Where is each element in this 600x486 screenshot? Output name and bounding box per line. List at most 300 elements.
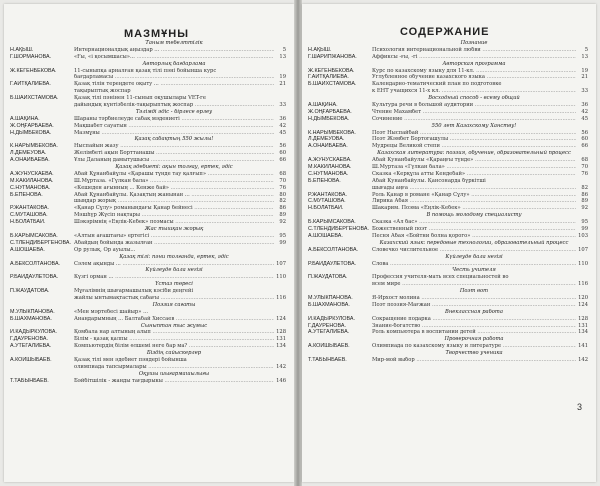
toc-section-heading [4, 136, 294, 143]
toc-page-number: 82 [279, 198, 286, 205]
toc-entry [302, 281, 596, 288]
toc-section-heading [302, 350, 596, 357]
toc-title: Мазмұны ..... [74, 130, 274, 137]
toc-author: Б.ШАЙХСТАМОВА. [308, 81, 357, 88]
toc-entry [4, 81, 294, 88]
toc-page-number: 131 [578, 322, 588, 329]
toc-entry [4, 336, 294, 343]
toc-title: Мұғалімнің шығармашылық кәсіби деңгейі [74, 288, 194, 295]
toc-page-number: 80 [279, 191, 286, 198]
toc-entry [4, 233, 294, 240]
toc-title: шығады аңға ..... [372, 185, 576, 192]
toc-title: Божественный поэт ..... [372, 226, 576, 233]
toc-title: Анаңдарымның ... Балтабай Хиссаев ..... [74, 316, 274, 323]
toc-title: Психология интернациональной любви ..... [372, 47, 576, 54]
toc-entry [302, 47, 596, 54]
toc-entry [4, 123, 294, 130]
toc-entry [302, 198, 596, 205]
toc-author: Г.ШОРМАНОВА. [10, 53, 52, 60]
section-title: Авторская программа [442, 60, 506, 67]
toc-author: А.ОНАЙБАЕВА. [10, 157, 50, 164]
toc-author: А.ШОШАЕВА. [10, 246, 45, 253]
section-title: Казахский язык: передовые технологии, образовательный процесс [379, 239, 569, 246]
toc-author: Н.ДЫМБЕКОВА. [10, 129, 52, 136]
toc-author: Т.ТАБЫНБАЕВ. [10, 377, 49, 384]
toc-title: Мир-мой выбор ..... [372, 357, 576, 364]
toc-entry [302, 74, 596, 81]
toc-title: Абайдың бойында жазылған ..... [74, 240, 274, 247]
section-title: Біздің сайыскерлер [146, 350, 202, 357]
toc-page-number: 116 [276, 294, 286, 301]
toc-entry [4, 150, 294, 157]
toc-entry [4, 157, 294, 164]
toc-entry [4, 185, 294, 192]
toc-author: Г.АЙТҚАЛИЕВА. [308, 74, 349, 81]
right-entries-list [302, 40, 596, 364]
toc-title: Абай Кунанбайулы. Қансонарда бүркітші [372, 177, 486, 184]
toc-entry [4, 88, 294, 95]
toc-section-heading [4, 371, 294, 378]
toc-section-heading [302, 336, 596, 343]
toc-author: Р.БАЙДАУЛЕТОВА. [308, 260, 357, 267]
toc-title: Словечко числительное ..... [372, 247, 576, 254]
toc-entry [302, 185, 596, 192]
section-title: Казахская литература: поэзия, обучение, образовательный процесс [377, 150, 571, 157]
toc-title: бағдарламасы ..... [74, 74, 274, 81]
toc-title: Шараны тәрбиелеуде сабақ мәдениеті ..... [74, 116, 274, 123]
toc-title: Абай Құнанбайұлы «Қарашы түнде тау қалғып» ..... [74, 171, 274, 178]
toc-section-heading [4, 164, 294, 171]
toc-page-number: 134 [276, 343, 286, 350]
toc-page-number: 92 [581, 205, 588, 212]
toc-author: Б.ЕПЕНОВА. [10, 191, 43, 198]
toc-title: жайлы ынтымақтастық сабағы ..... [74, 295, 274, 302]
toc-title: Слова ..... [372, 261, 576, 268]
toc-author: Б.ШАХМАНОВА. [308, 301, 350, 308]
toc-author: Р.БАЙДАУЛЕТОВА. [10, 274, 59, 281]
toc-entry [4, 54, 294, 61]
toc-page-number: 128 [578, 315, 588, 322]
toc-author: С.МУТАШОВА. [10, 212, 48, 219]
toc-title: Курс по казахскому языку для 11-кл. ..... [372, 68, 576, 75]
toc-entry [4, 288, 294, 295]
toc-entry [302, 164, 596, 171]
toc-author: И.КАДЫРКУЛОВА. [308, 315, 355, 322]
section-title: Үстаз төресі [155, 281, 193, 288]
toc-page-number: 142 [578, 356, 588, 363]
toc-page-number: 107 [276, 260, 286, 267]
toc-title: Интернационалдық аңыздар ... ..... [74, 47, 274, 54]
toc-page-number: 19 [581, 67, 588, 74]
toc-author: Б.КАРЫМСАКОВА. [308, 219, 356, 226]
toc-entry [4, 240, 294, 247]
toc-section-heading [302, 123, 596, 130]
toc-page-number: 45 [581, 115, 588, 122]
toc-author: С.НУГМАНОВА. [308, 170, 349, 177]
toc-title: Сказка «Керқұла атты Кендебай» ..... [372, 171, 576, 178]
toc-title: Қомбала нар алтының алып ..... [74, 329, 274, 336]
toc-author: Л.ДЕМЕУОВА. [308, 136, 345, 143]
toc-entry [4, 295, 294, 302]
toc-title: всем мире ..... [372, 281, 576, 288]
toc-section-heading [4, 226, 294, 233]
toc-page-number: 103 [578, 232, 588, 239]
toc-page-number: 70 [581, 164, 588, 171]
toc-section-heading [4, 302, 294, 309]
toc-title: Чтение Махамбет ..... [372, 109, 576, 116]
toc-title: Аффиксы -ғы, -гі ..... [372, 54, 576, 61]
toc-title: Поэт Ныспайбай ..... [372, 130, 576, 137]
toc-author: А.ОНАЙБАЕВА. [308, 143, 348, 150]
toc-page-number: 89 [581, 198, 588, 205]
toc-title: Абай Кунанбайулы «Қараңғы түнде» ..... [372, 157, 576, 164]
toc-entry [4, 74, 294, 81]
toc-page-number: 146 [276, 377, 286, 384]
toc-author: П.ЖАУДАТОВА. [10, 288, 50, 295]
toc-entry [302, 171, 596, 178]
toc-author: С.ТЛЕНДИБЕРГЕНОВА. [10, 239, 71, 246]
toc-author: Н.ДЫМБЕКОВА. [308, 115, 350, 122]
toc-page-number: 141 [578, 343, 588, 350]
toc-entry [302, 323, 596, 330]
toc-author: А.УТЕГАЛИЕВА. [308, 329, 350, 336]
section-title: В помощь молодому специалисту [426, 212, 522, 219]
toc-title: Бәйбітшілік - жанды тағдырыкы ..... [74, 378, 274, 385]
toc-title: Лирика Абая ..... [372, 198, 576, 205]
section-title: Творчество ученика [445, 350, 503, 357]
toc-section-heading [4, 323, 294, 330]
toc-section-heading [302, 40, 596, 47]
toc-title: Я-Ирхост молина ..... [372, 295, 576, 302]
toc-title: шыңдар жорық ..... [74, 198, 274, 205]
toc-entry [4, 212, 294, 219]
toc-page-number: 99 [581, 226, 588, 233]
toc-entry [4, 378, 294, 385]
toc-title: Мақшабет сауатын ..... [74, 123, 274, 130]
toc-page-number: 21 [581, 74, 588, 81]
toc-entry [4, 143, 294, 150]
toc-entry [302, 219, 596, 226]
toc-entry [4, 357, 294, 364]
section-title: 550 лет Казахскому Ханству! [431, 122, 517, 129]
section-title: Внеклассная работа [445, 308, 503, 315]
toc-title: Білім - қазақ қалпы ..... [74, 336, 274, 343]
toc-page-number: 76 [581, 170, 588, 177]
toc-section-heading [4, 254, 294, 261]
toc-page-number: 68 [279, 170, 286, 177]
toc-author: Р.ЖАНТАКОВА. [10, 205, 50, 212]
toc-entry [4, 219, 294, 226]
toc-entry [302, 261, 596, 268]
toc-entry [4, 130, 294, 137]
toc-page-number: 13 [279, 53, 286, 60]
toc-title: «Қанар Сұлу» романындағы Қанар бейнесі ..... [74, 205, 274, 212]
section-title: Күйлеуде бала негізі [145, 267, 203, 274]
toc-title: Ұлы Даланың дамытушысы ..... [74, 157, 274, 164]
section-title: Қазақ сабақтың 550 жылы! [134, 136, 214, 143]
toc-page-number: 5 [282, 46, 286, 53]
toc-author: Ж.КЕГЕНБЕКОВА. [10, 67, 57, 74]
toc-entry [302, 316, 596, 323]
toc-title: Компьютердің білім өлшемі неге бар ма? ..... [74, 343, 274, 350]
toc-entry [302, 295, 596, 302]
toc-entry [4, 47, 294, 54]
toc-page-number: 68 [581, 157, 588, 164]
toc-entry [302, 357, 596, 364]
toc-entry [4, 247, 294, 254]
toc-author: Н.БОЛАТБАЙ. [10, 219, 46, 226]
toc-author: К.НАРЫМБЕКОВА. [10, 143, 58, 150]
toc-author: П.ЖАУДАТОВА. [308, 274, 348, 281]
toc-title: Сокращение подарка ..... [372, 316, 576, 323]
toc-page-number: 120 [578, 294, 588, 301]
toc-page-number: 56 [581, 129, 588, 136]
toc-author: А.ШОШАЕВА. [308, 232, 343, 239]
toc-page-number: 19 [279, 74, 286, 81]
section-title: Восходный способ - всему общий [428, 95, 520, 102]
toc-entry [302, 157, 596, 164]
toc-entry [4, 192, 294, 199]
toc-page-number: 60 [279, 150, 286, 157]
section-title: Проверочная работа [444, 336, 504, 343]
section-title: Сыныптан тыс жұмыс [140, 322, 208, 329]
toc-entry [4, 171, 294, 178]
toc-author: Г.АЙТҚАЛИЕВА. [10, 81, 51, 88]
toc-author: М.УЛЫКПАНОВА. [10, 308, 55, 315]
toc-author: К.НАРЫМБЕКОВА. [308, 129, 356, 136]
toc-author: А.ЖУНУСКАЕВА. [10, 170, 54, 177]
toc-author: А.ЖУНУСКАЕВА. [308, 157, 352, 164]
toc-entry [4, 205, 294, 212]
toc-page-number: 124 [578, 301, 588, 308]
left-page-title: МАЗМҰНЫ [124, 28, 189, 40]
toc-page-number: 110 [578, 260, 588, 267]
right-page-title: СОДЕРЖАНИЕ [400, 26, 490, 38]
toc-title: Поэт поэзия-Мағжан ..... [372, 302, 576, 309]
toc-author: А.БЕКСОЛТАНОВА. [308, 246, 359, 253]
toc-author: А.ШАҚИНА. [10, 115, 40, 122]
toc-entry [302, 247, 596, 254]
toc-title: Қазақ тілі мен әдебиет пәндері бойынша [74, 356, 187, 363]
toc-entry [302, 226, 596, 233]
toc-author: М.КАКИЛАНОВА. [10, 177, 54, 184]
toc-author: А.УТЕГАЛИЕВА. [10, 343, 52, 350]
book-gutter [294, 0, 302, 486]
toc-title: Сәлем ақынды ... ..... [74, 261, 274, 268]
toc-page-number: 124 [276, 315, 286, 322]
toc-page-number: 42 [581, 108, 588, 115]
toc-entry [302, 343, 596, 350]
left-page [4, 4, 294, 482]
toc-title: «Кешеден ағынның ... Кенже бай» ..... [74, 185, 274, 192]
toc-page-number: 60 [581, 136, 588, 143]
toc-title: Сказка «Ал бас» ..... [372, 219, 576, 226]
toc-title: Ш.Мұртаза. «Гүлкан бала» ..... [74, 178, 274, 185]
toc-entry [4, 261, 294, 268]
toc-author: Г.ДАУРЕНОВА. [10, 336, 48, 343]
toc-author: М.УЛЫКПАНОВА. [308, 294, 353, 301]
toc-author: А.БЕКСОЛТАНОВА. [10, 260, 61, 267]
toc-entry [4, 274, 294, 281]
toc-section-heading [4, 267, 294, 274]
toc-title: тақырыптық жоспар [74, 88, 131, 95]
toc-title: к ЕНТ учащихся 11-х кл. ..... [372, 88, 576, 95]
toc-entry [302, 130, 596, 137]
toc-page-number: 70 [279, 177, 286, 184]
toc-title: Мудрецы Великой степи ..... [372, 143, 576, 150]
toc-page-number: 142 [276, 363, 286, 370]
toc-entry [302, 192, 596, 199]
toc-author: С.НУГМАНОВА. [10, 184, 51, 191]
toc-author: Н.АҚЫШ. [308, 46, 332, 53]
toc-entry [4, 329, 294, 336]
toc-page-number: 95 [279, 232, 286, 239]
toc-entry [302, 54, 596, 61]
right-page [302, 4, 596, 482]
toc-page-number: 134 [578, 329, 588, 336]
toc-author: Б.ШАЙХСТАМОВА. [10, 95, 59, 102]
toc-title: Ныспайын жазу ..... [74, 143, 274, 150]
toc-entry [4, 95, 294, 102]
toc-author: Ж.КЕГЕНБЕКОВА. [308, 67, 355, 74]
toc-page-number: 107 [578, 246, 588, 253]
toc-entry [302, 329, 596, 336]
toc-entry [4, 68, 294, 75]
section-title: Оқушы шығармашылығы [138, 370, 210, 377]
toc-entry [302, 109, 596, 116]
section-title: Таным тебелттілік [145, 40, 203, 46]
toc-page-number: 21 [279, 81, 286, 88]
toc-page-number: 89 [279, 212, 286, 219]
toc-page-number: 76 [279, 184, 286, 191]
toc-author: Б.ШАХМАНОВА. [10, 315, 52, 322]
toc-title: Абай Құнанбайұлы. Қазақтың жанынан ... ..... [74, 192, 274, 199]
section-title: Поэзия сағаты [152, 301, 196, 308]
toc-page-number: 33 [581, 88, 588, 95]
toc-author: А.КОЙШЫБАЕВ. [10, 356, 52, 363]
toc-page-number: 92 [279, 219, 286, 226]
toc-page-number: 128 [276, 329, 286, 336]
toc-section-heading [4, 40, 294, 47]
toc-author: Б.ЕПЕНОВА. [308, 177, 341, 184]
toc-title: дайындық күнтізбелік-тақырыптық жоспар ..... [74, 102, 274, 109]
toc-entry [302, 116, 596, 123]
toc-section-heading [302, 150, 596, 157]
toc-author: И.КАДЫРКУЛОВА. [10, 329, 57, 336]
toc-title: Роль компьютера в воспитании детей ..... [372, 329, 576, 336]
toc-entry [302, 68, 596, 75]
toc-entry [4, 116, 294, 123]
toc-title: Шәкәрімнің «Еңлік-Кебек» поэмасы ..... [74, 219, 274, 226]
toc-author: Н.БОЛАТБАЙ. [308, 205, 344, 212]
toc-title: Роль Қанар в романе «Қанар Сұлу» ..... [372, 192, 576, 199]
toc-page-number: 82 [581, 184, 588, 191]
toc-page-number: 42 [279, 122, 286, 129]
toc-title: Культура речи в большой аудитории ..... [372, 102, 576, 109]
toc-author: Г.ШАРИПЖАНОВА. [308, 53, 357, 60]
toc-entry [302, 233, 596, 240]
toc-title: олимпиада тапсырмалары ..... [74, 364, 274, 371]
toc-author: С.ТЛЕНДИБЕРГЕНОВА. [308, 226, 369, 233]
toc-title: Знание-богатство ..... [372, 323, 576, 330]
toc-page-number: 95 [581, 219, 588, 226]
toc-section-heading [302, 61, 596, 68]
toc-title: «Ғы, «і қосымшасы»... ..... [74, 54, 274, 61]
section-title: Қазақ әдебиеті: ақын толғау, ертек, әдіс [115, 164, 233, 171]
toc-page-number: 86 [279, 205, 286, 212]
section-title: Күйлеуде бала негізі [445, 253, 503, 260]
toc-page-number: 131 [276, 336, 286, 343]
toc-section-heading [4, 281, 294, 288]
toc-author: М.КАКИЛАНОВА. [308, 164, 352, 171]
toc-section-heading [4, 109, 294, 116]
toc-title: Шакарим. Поэма «Еңлік-Кебек» ..... [372, 205, 576, 212]
toc-entry [4, 309, 294, 316]
toc-author: С.МУТАШОВА. [308, 198, 346, 205]
toc-author: Т.ТАБЫНБАЕВ. [308, 356, 347, 363]
section-title: Авторлық бағдарлама [142, 60, 206, 67]
toc-author: Р.ЖАНТАКОВА. [308, 191, 348, 198]
section-title: Поэт вот [459, 288, 489, 295]
toc-entry [302, 102, 596, 109]
section-title: Қазақ тілі: пәни толғанда, ертек, әдіс [119, 253, 229, 260]
toc-page-number: 13 [581, 53, 588, 60]
toc-page-number: 36 [581, 102, 588, 109]
toc-author: Г.ДАУРЕНОВА. [308, 322, 346, 329]
toc-section-heading [4, 61, 294, 68]
toc-title: Углубленное обучение казахского языка ..... [372, 74, 576, 81]
toc-entry [302, 205, 596, 212]
toc-entry [4, 364, 294, 371]
toc-author: Ж.ОҢҒАРБАЕВА. [308, 108, 352, 115]
toc-title: «Мен мәртебесі шайыр» ... [74, 308, 149, 315]
toc-title: «Алтын ағаштағы» ертегісі ..... [74, 233, 274, 240]
toc-page-number: 110 [276, 274, 286, 281]
toc-entry [4, 178, 294, 185]
toc-title: 11-сыныпқа арналған қазақ тілі пәні бойынша курс [74, 67, 217, 74]
section-title: Жас тышқан жорық [144, 226, 204, 233]
toc-entry [302, 81, 596, 88]
toc-section-heading [302, 95, 596, 102]
toc-section-heading [302, 254, 596, 261]
toc-section-heading [4, 350, 294, 357]
toc-page-number: 45 [279, 129, 286, 136]
toc-entry [302, 302, 596, 309]
toc-title: Күзгі орман ... ..... [74, 274, 274, 281]
toc-entry [302, 143, 596, 150]
toc-entry [302, 88, 596, 95]
toc-section-heading [302, 240, 596, 247]
toc-title: Песня Абая «Бойтни болна қорого» ..... [372, 233, 576, 240]
toc-title: Ш.Муртаза «Гүлкан бала» ..... [372, 164, 576, 171]
toc-section-heading [302, 309, 596, 316]
toc-section-heading [302, 288, 596, 295]
toc-title: Ор рулық, Ор ауылы... [74, 246, 136, 253]
toc-author: Б.КАРЫМСАКОВА. [10, 232, 58, 239]
toc-page-number: 99 [279, 239, 286, 246]
toc-title: Желімбеті ақын Борттанашы ..... [74, 150, 274, 157]
toc-page-number: 33 [279, 102, 286, 109]
toc-page-number: 66 [581, 143, 588, 150]
toc-page-number: 36 [279, 115, 286, 122]
toc-section-heading [302, 267, 596, 274]
toc-page-number: 86 [581, 191, 588, 198]
toc-entry [302, 136, 596, 143]
toc-author: Н.АҚЫШ. [10, 46, 34, 53]
toc-author: Л.ДЕМЕУОВА. [10, 150, 47, 157]
toc-title: Қазақ тілін тереңдете оқыту ... ..... [74, 81, 274, 88]
toc-page-number: 5 [584, 46, 588, 53]
